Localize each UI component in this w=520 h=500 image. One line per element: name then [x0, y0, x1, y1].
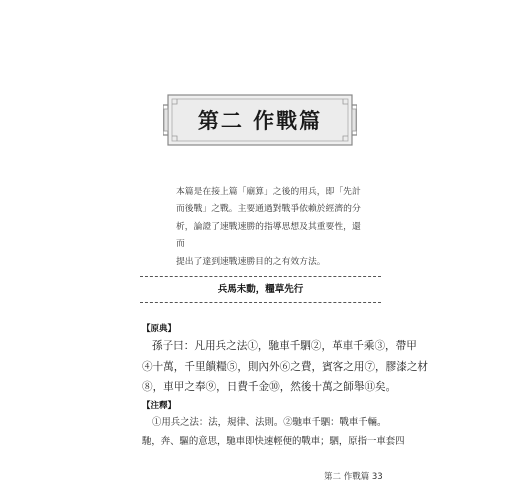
- notes-line: ①用兵之法：法，規律、法則。②馳車千駟：戰車千輛。: [152, 417, 387, 428]
- intro-line: 本篇是在接上篇「廟算」之後的用兵，即「先計: [176, 187, 361, 197]
- section-divider-bottom: [140, 302, 381, 303]
- intro-line: 而後戰」之戰。主要通過對戰爭依賴於經濟的分: [176, 204, 361, 215]
- notes-text: [142, 413, 405, 451]
- section-title: 兵馬未動，糧草先行: [217, 284, 304, 295]
- original-line: ④十萬，千里饋糧⑤，則內外⑥之費，賓客之用⑦，膠漆之材: [142, 360, 429, 373]
- chapter-intro: [176, 184, 361, 271]
- original-line: ⑧，車甲之奉⑨，日費千金⑩，然後十萬之師舉⑪矣。: [142, 381, 397, 394]
- chapter-title-banner: [163, 91, 357, 149]
- original-text-tag: 【原典】: [142, 324, 177, 334]
- original-text: [142, 336, 429, 398]
- original-line: 孫子曰：凡用兵之法①，馳車千駟②，革車千乘③，帶甲: [152, 340, 417, 352]
- section-divider-top: [140, 276, 381, 277]
- intro-line: 析，論證了速戰速勝的指導思想及其重要性，還而: [176, 221, 361, 250]
- notes-line: 馳，奔、驅的意思，馳車即快速輕便的戰車；駟，原指一車套四: [142, 436, 405, 447]
- notes-tag: 【注釋】: [142, 401, 177, 411]
- running-footer: 第二 作戰篇 33: [324, 472, 383, 482]
- chapter-title: 第二 作戰篇: [197, 108, 323, 133]
- intro-line: 提出了達到速戰速勝目的之有效方法。: [176, 256, 326, 267]
